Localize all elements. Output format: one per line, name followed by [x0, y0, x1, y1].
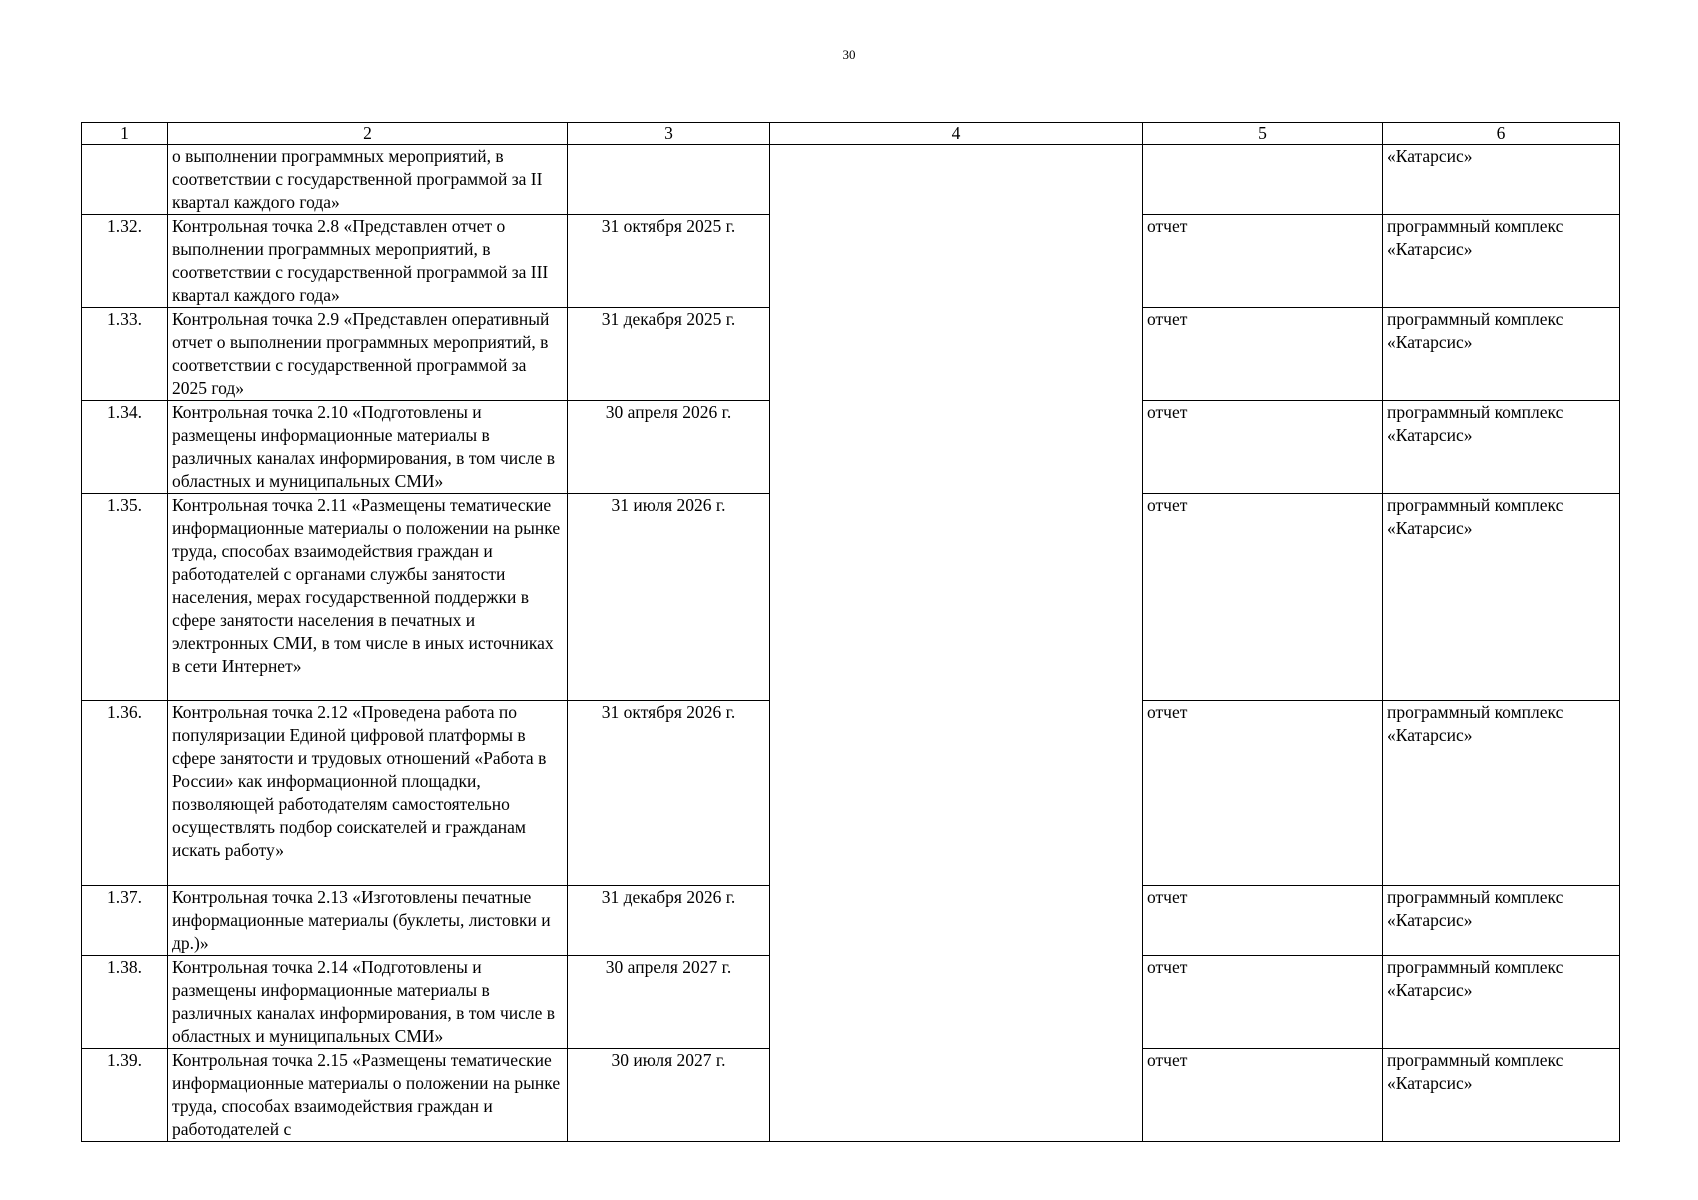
cell-document: отчет — [1143, 1049, 1383, 1142]
cell-date: 31 декабря 2026 г. — [568, 886, 770, 956]
cell-num — [82, 145, 168, 215]
column-header-1: 1 — [82, 123, 168, 145]
cell-document: отчет — [1143, 215, 1383, 308]
cell-description: Контрольная точка 2.11 «Размещены тематические информационные материалы о положении на рынке труда, способах взаимодействия граждан и работодателей с органами службы занятости населения, мерах государственной поддержки в сфере занятости населения в печатных и электронных СМИ, в том числе в иных источниках в сети Интернет» — [168, 494, 568, 701]
cell-system: программный комплекс «Катарсис» — [1383, 494, 1620, 701]
cell-system: программный комплекс «Катарсис» — [1383, 956, 1620, 1049]
cell-num: 1.38. — [82, 956, 168, 1049]
cell-date: 31 октября 2025 г. — [568, 215, 770, 308]
cell-num: 1.35. — [82, 494, 168, 701]
page-number: 30 — [842, 47, 856, 62]
cell-description: Контрольная точка 2.8 «Представлен отчет о выполнении программных мероприятий, в соответствии с государственной программой за III квартал каждого года» — [168, 215, 568, 308]
table-row-continued — [82, 145, 1620, 215]
cell-description: Контрольная точка 2.10 «Подготовлены и размещены информационные материалы в различных каналах информирования, в том числе в областных и муниципальных СМИ» — [168, 401, 568, 494]
cell-system: программный комплекс «Катарсис» — [1383, 215, 1620, 308]
cell-num: 1.33. — [82, 308, 168, 401]
cell-system: «Катарсис» — [1383, 145, 1620, 215]
cell-document: отчет — [1143, 401, 1383, 494]
cell-document: отчет — [1143, 494, 1383, 701]
cell-date: 30 апреля 2027 г. — [568, 956, 770, 1049]
column-header-5: 5 — [1143, 123, 1383, 145]
cell-responsible-merged — [770, 145, 1143, 1142]
cell-description: Контрольная точка 2.14 «Подготовлены и размещены информационные материалы в различных каналах информирования, в том числе в областных и муниципальных СМИ» — [168, 956, 568, 1049]
column-header-2: 2 — [168, 123, 568, 145]
cell-num: 1.34. — [82, 401, 168, 494]
cell-description: Контрольная точка 2.9 «Представлен оперативный отчет о выполнении программных мероприятий, в соответствии с государственной программой за 2025 год» — [168, 308, 568, 401]
cell-description: Контрольная точка 2.13 «Изготовлены печатные информационные материалы (буклеты, листовки и др.)» — [168, 886, 568, 956]
cell-system: программный комплекс «Катарсис» — [1383, 401, 1620, 494]
cell-date: 31 декабря 2025 г. — [568, 308, 770, 401]
cell-document: отчет — [1143, 886, 1383, 956]
cell-num: 1.39. — [82, 1049, 168, 1142]
cell-document: отчет — [1143, 701, 1383, 886]
cell-description: Контрольная точка 2.15 «Размещены тематические информационные материалы о положении на рынке труда, способах взаимодействия граждан и работодателей с — [168, 1049, 568, 1142]
control-points-table — [81, 122, 1620, 1142]
cell-document: отчет — [1143, 956, 1383, 1049]
cell-date: 30 июля 2027 г. — [568, 1049, 770, 1142]
cell-description: о выполнении программных мероприятий, в соответствии с государственной программой за II квартал каждого года» — [168, 145, 568, 215]
cell-num: 1.32. — [82, 215, 168, 308]
cell-system: программный комплекс «Катарсис» — [1383, 886, 1620, 956]
column-header-4: 4 — [770, 123, 1143, 145]
cell-system: программный комплекс «Катарсис» — [1383, 1049, 1620, 1142]
cell-description: Контрольная точка 2.12 «Проведена работа по популяризации Единой цифровой платформы в сфере занятости и трудовых отношений «Работа в России» как информационной площадки, позволяющей работодателям самостоятельно осуществлять подбор соискателей и гражданам искать работу» — [168, 701, 568, 886]
cell-date: 31 июля 2026 г. — [568, 494, 770, 701]
cell-document — [1143, 145, 1383, 215]
table-header-row — [82, 123, 1620, 145]
cell-date — [568, 145, 770, 215]
cell-system: программный комплекс «Катарсис» — [1383, 701, 1620, 886]
column-header-6: 6 — [1383, 123, 1620, 145]
column-header-3: 3 — [568, 123, 770, 145]
cell-num: 1.36. — [82, 701, 168, 886]
cell-date: 30 апреля 2026 г. — [568, 401, 770, 494]
cell-document: отчет — [1143, 308, 1383, 401]
cell-system: программный комплекс «Катарсис» — [1383, 308, 1620, 401]
cell-date: 31 октября 2026 г. — [568, 701, 770, 886]
cell-num: 1.37. — [82, 886, 168, 956]
